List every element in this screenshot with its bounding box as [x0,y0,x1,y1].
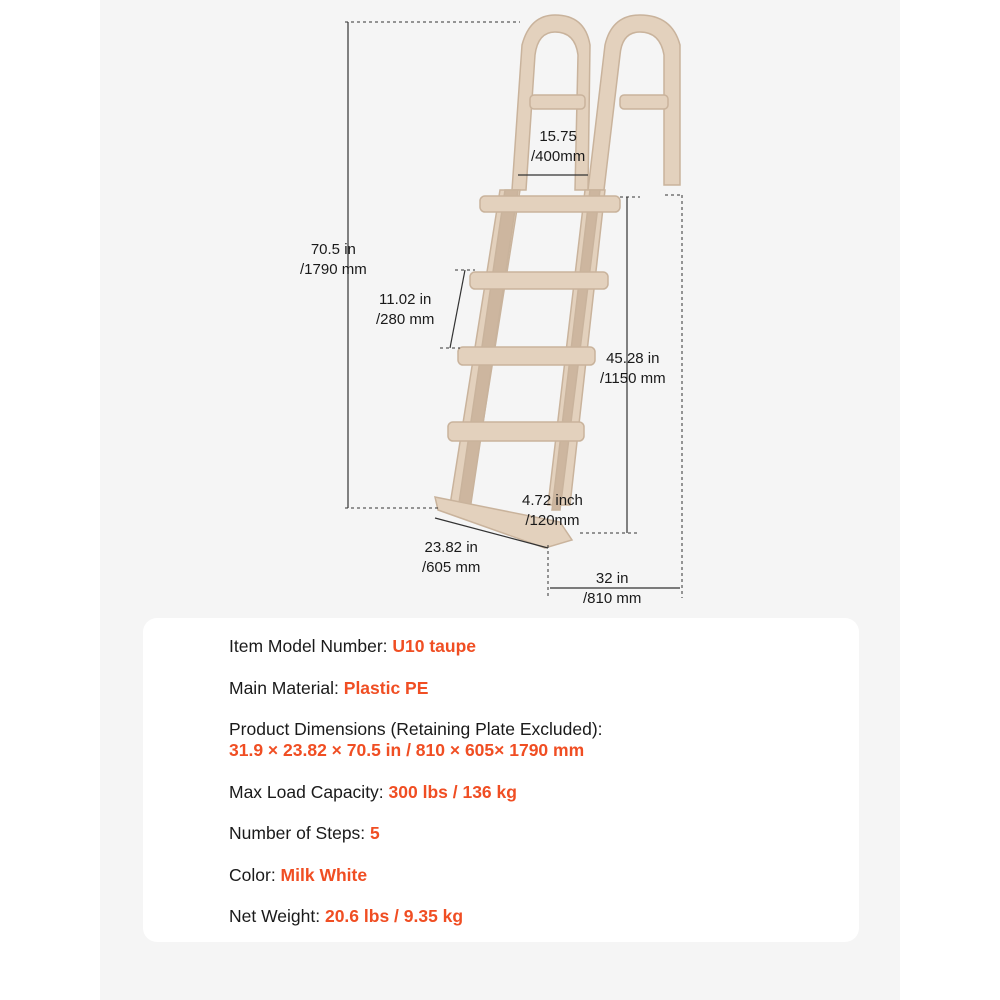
spec-color: Color: Milk White [229,865,368,885]
spec-weight: Net Weight: 20.6 lbs / 9.35 kg [229,906,464,926]
step-depth-label: 4.72 inch /120mm [522,492,583,529]
specs-card [143,618,859,942]
spec-material: Main Material: Plastic PE [229,678,429,698]
spec-steps: Number of Steps: 5 [229,823,380,843]
width-label: 23.82 in /605 mm [422,539,481,576]
step-span-label: 45.28 in /1150 mm [600,350,666,387]
step-spacing-label: 11.02 in /280 mm [376,291,435,328]
spec-load: Max Load Capacity: 300 lbs / 136 kg [229,782,517,802]
depth-label: 32 in /810 mm [583,570,642,607]
handle-width-label: 15.75 /400mm [531,128,586,165]
spec-dimensions: Product Dimensions (Retaining Plate Excluded): 31.9 × 23.82 × 70.5 in / 810 × 605× 1790 mm [229,719,603,760]
height-total-label: 70.5 in /1790 mm [300,241,367,278]
spec-model: Item Model Number: U10 taupe [229,636,477,656]
